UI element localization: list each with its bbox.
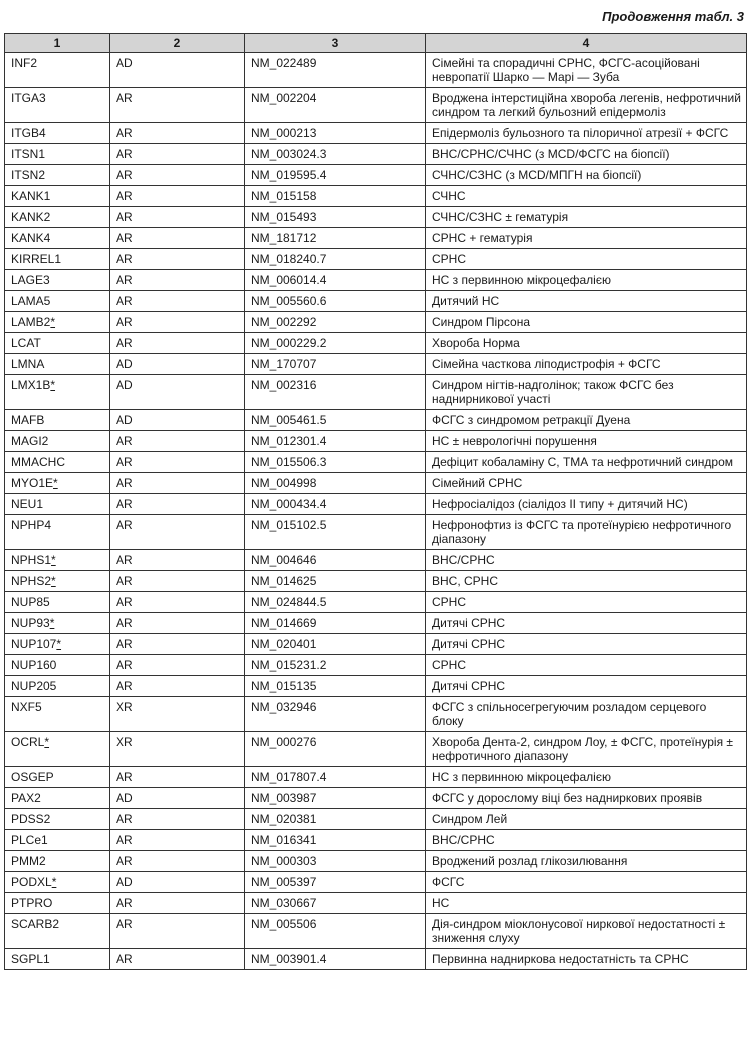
table-row	[5, 697, 747, 732]
refseq-cell: NM_015102.5	[245, 515, 426, 550]
inheritance-cell: AR	[110, 809, 245, 830]
gene-cell	[5, 788, 110, 809]
gene-symbol: SCARB2	[11, 917, 60, 931]
table-row	[5, 851, 747, 872]
inheritance-cell: AR	[110, 207, 245, 228]
inheritance-cell: AR	[110, 165, 245, 186]
refseq-cell: NM_015158	[245, 186, 426, 207]
gene-marker: *	[51, 574, 56, 588]
phenotype-cell: ФСГС з синдромом ретракції Дуена	[426, 410, 747, 431]
table-row	[5, 410, 747, 431]
inheritance-cell: AR	[110, 550, 245, 571]
table-row	[5, 788, 747, 809]
refseq-cell: NM_170707	[245, 354, 426, 375]
gene-cell	[5, 291, 110, 312]
gene-cell	[5, 354, 110, 375]
gene-cell	[5, 767, 110, 788]
table-row	[5, 249, 747, 270]
gene-cell	[5, 88, 110, 123]
refseq-cell: NM_014625	[245, 571, 426, 592]
gene-cell	[5, 655, 110, 676]
gene-cell	[5, 592, 110, 613]
gene-cell	[5, 697, 110, 732]
inheritance-cell: AR	[110, 452, 245, 473]
header-col-1: 1	[5, 34, 110, 53]
gene-symbol: ITGB4	[11, 126, 46, 140]
gene-cell	[5, 452, 110, 473]
gene-symbol: MAGI2	[11, 434, 49, 448]
table-row	[5, 375, 747, 410]
phenotype-cell: ФСГС з спільносегрегуючим розладом серцевого блоку	[426, 697, 747, 732]
refseq-cell: NM_032946	[245, 697, 426, 732]
gene-symbol: NXF5	[11, 700, 42, 714]
phenotype-cell: Хвороба Дента-2, синдром Лоу, ± ФСГС, протеїнурія ± нефротичного діапазону	[426, 732, 747, 767]
gene-cell	[5, 494, 110, 515]
phenotype-cell: СРНС + гематурія	[426, 228, 747, 249]
phenotype-cell: СРНС	[426, 655, 747, 676]
gene-symbol: SGPL1	[11, 952, 50, 966]
table-row	[5, 571, 747, 592]
table-row	[5, 354, 747, 375]
gene-cell	[5, 249, 110, 270]
table-row	[5, 452, 747, 473]
inheritance-cell: AR	[110, 144, 245, 165]
table-row	[5, 515, 747, 550]
table-row	[5, 613, 747, 634]
refseq-cell: NM_003024.3	[245, 144, 426, 165]
inheritance-cell: AR	[110, 249, 245, 270]
gene-symbol: INF2	[11, 56, 38, 70]
table-row	[5, 333, 747, 354]
gene-cell	[5, 123, 110, 144]
gene-cell	[5, 893, 110, 914]
phenotype-cell: НС	[426, 893, 747, 914]
gene-symbol: PAX2	[11, 791, 41, 805]
gene-symbol: NPHP4	[11, 518, 52, 532]
refseq-cell: NM_005506	[245, 914, 426, 949]
inheritance-cell: AR	[110, 123, 245, 144]
gene-cell	[5, 431, 110, 452]
table-row	[5, 732, 747, 767]
gene-cell	[5, 312, 110, 333]
refseq-cell: NM_005397	[245, 872, 426, 893]
refseq-cell: NM_181712	[245, 228, 426, 249]
table-row	[5, 676, 747, 697]
inheritance-cell: AR	[110, 634, 245, 655]
inheritance-cell: AR	[110, 228, 245, 249]
inheritance-cell: AR	[110, 186, 245, 207]
gene-symbol: NPHS1	[11, 553, 52, 567]
table-row	[5, 291, 747, 312]
refseq-cell: NM_015493	[245, 207, 426, 228]
phenotype-cell: НС з первинною мікроцефалією	[426, 270, 747, 291]
refseq-cell: NM_012301.4	[245, 431, 426, 452]
refseq-cell: NM_030667	[245, 893, 426, 914]
table-row	[5, 123, 747, 144]
phenotype-cell: СЧНС	[426, 186, 747, 207]
gene-cell	[5, 550, 110, 571]
refseq-cell: NM_015135	[245, 676, 426, 697]
gene-cell	[5, 872, 110, 893]
gene-cell	[5, 515, 110, 550]
gene-cell	[5, 473, 110, 494]
phenotype-cell: Вроджена інтерстиційна хвороба легенів, нефротичний синдром та легкий бульозний епідермоліз	[426, 88, 747, 123]
inheritance-cell: AR	[110, 312, 245, 333]
phenotype-cell: Вроджений розлад глікозилювання	[426, 851, 747, 872]
phenotype-cell: ФСГС	[426, 872, 747, 893]
inheritance-cell: AR	[110, 613, 245, 634]
phenotype-cell: Синдром нігтів-надголінок; також ФСГС без наднирникової участі	[426, 375, 747, 410]
inheritance-cell: AR	[110, 655, 245, 676]
table-row	[5, 431, 747, 452]
gene-symbol: NEU1	[11, 497, 44, 511]
refseq-cell: NM_000303	[245, 851, 426, 872]
refseq-cell: NM_000229.2	[245, 333, 426, 354]
table-row	[5, 550, 747, 571]
table-row	[5, 949, 747, 970]
gene-cell	[5, 949, 110, 970]
inheritance-cell: AR	[110, 88, 245, 123]
inheritance-cell: AR	[110, 571, 245, 592]
phenotype-cell: Сімейні та спорадичні СРНС, ФСГС-асоційовані невропатії Шарко — Марі — Зуба	[426, 53, 747, 88]
gene-marker: *	[51, 875, 57, 889]
refseq-cell: NM_003901.4	[245, 949, 426, 970]
inheritance-cell: AR	[110, 949, 245, 970]
gene-symbol: ITSN1	[11, 147, 46, 161]
inheritance-cell: AR	[110, 333, 245, 354]
table-row	[5, 53, 747, 88]
inheritance-cell: AR	[110, 473, 245, 494]
gene-symbol: OCRL	[11, 735, 45, 749]
refseq-cell: NM_020401	[245, 634, 426, 655]
header-col-4: 4	[426, 34, 747, 53]
gene-marker: *	[51, 553, 56, 567]
gene-symbol: ITSN2	[11, 168, 46, 182]
table-row	[5, 144, 747, 165]
table-row	[5, 872, 747, 893]
phenotype-cell: Дитячі СРНС	[426, 634, 747, 655]
inheritance-cell: AR	[110, 291, 245, 312]
inheritance-cell: AD	[110, 410, 245, 431]
gene-symbol: LAMB2	[11, 315, 51, 329]
table-row	[5, 186, 747, 207]
refseq-cell: NM_003987	[245, 788, 426, 809]
inheritance-cell: AR	[110, 914, 245, 949]
inheritance-cell: XR	[110, 697, 245, 732]
phenotype-cell: НС ± неврологічні порушення	[426, 431, 747, 452]
gene-symbol: LAGE3	[11, 273, 50, 287]
inheritance-cell: AR	[110, 893, 245, 914]
gene-cell	[5, 571, 110, 592]
phenotype-cell: Синдром Пірсона	[426, 312, 747, 333]
phenotype-cell: СРНС	[426, 592, 747, 613]
table-row	[5, 655, 747, 676]
table-row	[5, 473, 747, 494]
refseq-cell: NM_019595.4	[245, 165, 426, 186]
inheritance-cell: AD	[110, 788, 245, 809]
gene-symbol: OSGEP	[11, 770, 54, 784]
gene-symbol: PODXL	[11, 875, 52, 889]
inheritance-cell: AR	[110, 851, 245, 872]
gene-cell	[5, 809, 110, 830]
gene-cell	[5, 207, 110, 228]
refseq-cell: NM_000276	[245, 732, 426, 767]
gene-marker: *	[50, 315, 56, 329]
gene-symbol: PLCe1	[11, 833, 48, 847]
gene-cell	[5, 186, 110, 207]
phenotype-cell: СЧНС/СЗНС ± гематурія	[426, 207, 747, 228]
gene-symbol: PMM2	[11, 854, 46, 868]
gene-symbol: NUP160	[11, 658, 57, 672]
table-row	[5, 893, 747, 914]
refseq-cell: NM_020381	[245, 809, 426, 830]
phenotype-cell: НС з первинною мікроцефалією	[426, 767, 747, 788]
phenotype-cell: Синдром Лей	[426, 809, 747, 830]
refseq-cell: NM_015231.2	[245, 655, 426, 676]
table-row	[5, 634, 747, 655]
gene-symbol: NUP205	[11, 679, 57, 693]
gene-cell	[5, 830, 110, 851]
phenotype-cell: Дитячий НС	[426, 291, 747, 312]
gene-cell	[5, 144, 110, 165]
refseq-cell: NM_000434.4	[245, 494, 426, 515]
refseq-cell: NM_014669	[245, 613, 426, 634]
table-row	[5, 830, 747, 851]
gene-cell	[5, 914, 110, 949]
gene-cell	[5, 375, 110, 410]
refseq-cell: NM_005461.5	[245, 410, 426, 431]
inheritance-cell: AR	[110, 431, 245, 452]
gene-symbol: PDSS2	[11, 812, 51, 826]
inheritance-cell: AR	[110, 592, 245, 613]
table-row	[5, 494, 747, 515]
refseq-cell: NM_002292	[245, 312, 426, 333]
gene-cell	[5, 851, 110, 872]
gene-symbol: NUP93	[11, 616, 50, 630]
gene-symbol: LAMA5	[11, 294, 51, 308]
phenotype-cell: Сімейна часткова ліподистрофія + ФСГС	[426, 354, 747, 375]
refseq-cell: NM_006014.4	[245, 270, 426, 291]
gene-marker: *	[49, 616, 55, 630]
inheritance-cell: AD	[110, 354, 245, 375]
gene-cell	[5, 410, 110, 431]
inheritance-cell: AR	[110, 494, 245, 515]
inheritance-cell: AR	[110, 676, 245, 697]
gene-symbol: NUP85	[11, 595, 50, 609]
refseq-cell: NM_002204	[245, 88, 426, 123]
refseq-cell: NM_002316	[245, 375, 426, 410]
gene-symbol: ITGA3	[11, 91, 46, 105]
phenotype-cell: ВНС/СРНС	[426, 550, 747, 571]
gene-table	[4, 33, 747, 970]
gene-symbol: KANK1	[11, 189, 51, 203]
refseq-cell: NM_022489	[245, 53, 426, 88]
gene-cell	[5, 333, 110, 354]
inheritance-cell: AR	[110, 830, 245, 851]
refseq-cell: NM_018240.7	[245, 249, 426, 270]
refseq-cell: NM_005560.6	[245, 291, 426, 312]
refseq-cell: NM_015506.3	[245, 452, 426, 473]
table-row	[5, 270, 747, 291]
header-col-2: 2	[110, 34, 245, 53]
gene-symbol: MAFB	[11, 413, 45, 427]
gene-cell	[5, 634, 110, 655]
inheritance-cell: AD	[110, 375, 245, 410]
phenotype-cell: Хвороба Норма	[426, 333, 747, 354]
gene-marker: *	[53, 476, 58, 490]
phenotype-cell: ВНС/СРНС/СЧНС (з MCD/ФСГС на біопсії)	[426, 144, 747, 165]
table-row	[5, 228, 747, 249]
gene-symbol: KIRREL1	[11, 252, 62, 266]
refseq-cell: NM_017807.4	[245, 767, 426, 788]
gene-cell	[5, 53, 110, 88]
phenotype-cell: ВНС, СРНС	[426, 571, 747, 592]
gene-marker: *	[56, 637, 62, 651]
phenotype-cell: Епідермоліз бульозного та пілоричної атрезії + ФСГС	[426, 123, 747, 144]
table-row	[5, 207, 747, 228]
inheritance-cell: AD	[110, 53, 245, 88]
inheritance-cell: AR	[110, 515, 245, 550]
gene-symbol: MYO1E	[11, 476, 54, 490]
phenotype-cell: Нефронофтиз із ФСГС та протеїнурією нефротичного діапазону	[426, 515, 747, 550]
refseq-cell: NM_004998	[245, 473, 426, 494]
table-continuation-caption: Продовження табл. 3	[602, 9, 744, 24]
gene-symbol: NPHS2	[11, 574, 52, 588]
phenotype-cell: Дитячі СРНС	[426, 613, 747, 634]
refseq-cell: NM_016341	[245, 830, 426, 851]
phenotype-cell: СЧНС/СЗНС (з MCD/МПГН на біопсії)	[426, 165, 747, 186]
gene-symbol: PTPRO	[11, 896, 53, 910]
gene-cell	[5, 270, 110, 291]
gene-marker: *	[50, 378, 56, 392]
inheritance-cell: AR	[110, 767, 245, 788]
table-row	[5, 165, 747, 186]
gene-cell	[5, 732, 110, 767]
refseq-cell: NM_004646	[245, 550, 426, 571]
phenotype-cell: ВНС/СРНС	[426, 830, 747, 851]
gene-cell	[5, 165, 110, 186]
table-row	[5, 809, 747, 830]
phenotype-cell: ФСГС у дорослому віці без надниркових проявів	[426, 788, 747, 809]
gene-cell	[5, 676, 110, 697]
phenotype-cell: Дефіцит кобаламіну С, ТМА та нефротичний синдром	[426, 452, 747, 473]
table-body	[5, 53, 747, 970]
gene-cell	[5, 613, 110, 634]
inheritance-cell: AD	[110, 872, 245, 893]
table-header-row	[5, 34, 747, 53]
gene-symbol: LCAT	[11, 336, 41, 350]
phenotype-cell: СРНС	[426, 249, 747, 270]
table-row	[5, 767, 747, 788]
phenotype-cell: Первинна надниркова недостатність та СРНС	[426, 949, 747, 970]
gene-symbol: LMX1B	[11, 378, 51, 392]
refseq-cell: NM_024844.5	[245, 592, 426, 613]
header-col-3: 3	[245, 34, 426, 53]
phenotype-cell: Сімейний СРНС	[426, 473, 747, 494]
inheritance-cell: AR	[110, 270, 245, 291]
table-row	[5, 592, 747, 613]
refseq-cell: NM_000213	[245, 123, 426, 144]
gene-symbol: KANK2	[11, 210, 51, 224]
table-row	[5, 312, 747, 333]
inheritance-cell: XR	[110, 732, 245, 767]
table-row	[5, 914, 747, 949]
gene-symbol: LMNA	[11, 357, 45, 371]
gene-symbol: KANK4	[11, 231, 51, 245]
gene-symbol: MMACHC	[11, 455, 65, 469]
phenotype-cell: Дія-синдром міоклонусової ниркової недостатності ± зниження слуху	[426, 914, 747, 949]
gene-symbol: NUP107	[11, 637, 57, 651]
table-row	[5, 88, 747, 123]
gene-marker: *	[44, 735, 50, 749]
phenotype-cell: Нефросіалідоз (сіалідоз II типу + дитячий НС)	[426, 494, 747, 515]
gene-cell	[5, 228, 110, 249]
phenotype-cell: Дитячі СРНС	[426, 676, 747, 697]
